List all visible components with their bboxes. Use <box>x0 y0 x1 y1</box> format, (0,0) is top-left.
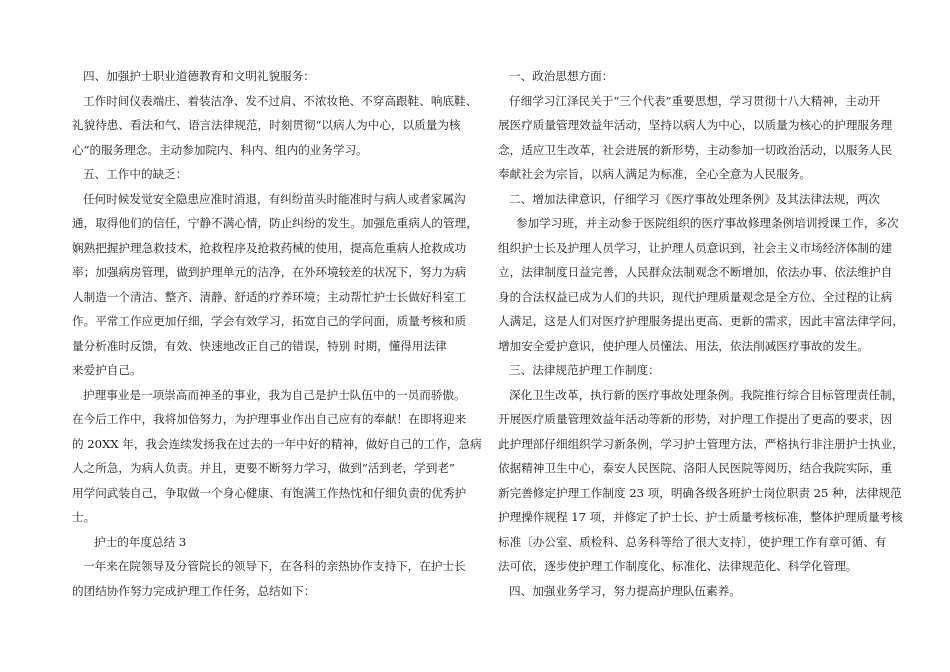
text-line: 娴熟把握护理急救技术，抢救程序及抢救药械的使用，提高危重病人抢救成功 <box>72 240 467 255</box>
text-line: 二、增加法律意识，仔细学习《医疗事故处理条例》及其法律法规，两次 <box>509 191 881 206</box>
text-line: 参加学习班，并主动参于医院组织的医疗事故修理条例培训授课工作，多次 <box>516 216 899 230</box>
section-heading: 护士的年度总结 3 <box>94 534 187 549</box>
text-line: 率；加强病房管理，做到护理单元的洁净，在外环境较差的状况下，努力为病 <box>72 265 467 279</box>
text-line: 四、加强护士职业道德教育和文明礼貌服务： <box>83 69 315 83</box>
text-line: 标准〔办公室、质检科、总务科等给了很大支持〕，使护理工作有章可循、有 <box>498 534 887 549</box>
text-line: 人制造一个清洁、整齐、清静、舒适的疗养环境；主动帮忙护士长做好科室工 <box>72 289 467 304</box>
text-line: 依据精神卫生中心，泰安人民医院、洛阳人民医院等阅历，结合我院实际，重 <box>498 461 893 475</box>
text-line: 人满足，这是人们对医疗护理服务提出更高、更新的需求，因此丰富法律学问， <box>498 314 904 328</box>
text-line: 在今后工作中，我将加倍努力，为护理事业作出自己应有的奉献！在即将迎来 <box>72 412 467 426</box>
text-line: 奉献社会为宗旨，以病人满足为标准，全心全意为人民服务。 <box>498 167 812 181</box>
text-line: 新完善修定护理工作制度 23 项，明确各级各班护士岗位职责 25 种，法律规范 <box>498 485 902 500</box>
text-line: 人之所急，为病人负责。并且，更要不断努力学习，做到“活到老，学到老” <box>72 461 455 475</box>
text-line: 组织护士长及护理人员学习，让护理人员意识到，社会主义市场经济体制的建 <box>498 240 893 255</box>
text-line: 士。 <box>72 510 96 524</box>
text-line: 任何时候发觉安全隐患应准时消退，有纠纷苗头时能准时与病人或者家属沟 <box>83 191 466 206</box>
text-line: 礼貌待患、看法和气、语言法律规范，时刻贯彻“以病人为中心，以质量为核 <box>72 118 461 132</box>
text-line: 一、政治思想方面： <box>509 69 614 83</box>
text-line: 深化卫生改革，执行新的医疗事故处理条例。我院推行综合目标管理责任制， <box>509 387 904 402</box>
text-line: 护理操作规程 17 项，并修定了护士长、护士质量考核标准，整体护理质量考核 <box>498 510 903 524</box>
text-line: 仔细学习江泽民关于“三个代表”重要思想，学习贯彻十八大精神，主动开 <box>509 93 881 108</box>
text-line: 身的合法权益已成为人们的共识，现代护理质量观念是全方位、全过程的让病 <box>498 289 893 304</box>
text-line: 此护理部仔细组织学习新条例，学习护士管理方法，严格执行非注册护士执业， <box>498 436 904 451</box>
text-line: 通，取得他们的信任，宁静不满心情，防止纠纷的发生。加强危重病人的管理， <box>72 216 478 230</box>
text-line: 的 20XX 年，我会连续发扬我在过去的一年中好的精神，做好自己的工作，急病 <box>72 436 482 451</box>
left-column <box>72 64 482 603</box>
text-line: 四、加强业务学习，努力提高护理队伍素养。 <box>509 583 741 598</box>
text-line: 三、法律规范护理工作制度： <box>509 363 660 377</box>
text-line: 开展医疗质量管理效益年活动等新的形势，对护理工作提出了更高的要求，因 <box>498 412 893 426</box>
text-line: 增加安全爱护意识，使护理人员懂法、用法，依法削减医疗事故的发生。 <box>498 338 870 353</box>
text-line: 一年来在院领导及分管院长的领导下，在各科的亲热协作支持下，在护士长 <box>83 559 466 573</box>
text-line: 展医疗质量管理效益年活动，坚持以病人为中心，以质量为核心的护理服务理 <box>498 118 893 132</box>
text-line: 心”的服务理念。主动参加院内、科内、组内的业务学习。 <box>72 142 368 157</box>
text-line: 法可依，逐步使护理工作制度化、标准化、法律规范化、科学化管理。 <box>498 559 858 573</box>
text-line: 用学问武装自己，争取做一个身心健康、有饱满工作热忱和仔细负责的优秀护 <box>72 485 467 500</box>
text-line: 的团结协作努力完成护理工作任务，总结如下： <box>72 583 316 598</box>
text-line: 作。平常工作应更加仔细，学会有效学习，拓宽自己的学问面，质量考核和质 <box>72 314 467 328</box>
text-line: 工作时间仪表端庄、着装洁净、发不过肩、不浓妆艳、不穿高跟鞋、响底鞋、 <box>83 93 478 108</box>
text-line: 护理事业是一项崇高而神圣的事业，我为自己是护士队伍中的一员而骄傲。 <box>83 387 466 402</box>
text-line: 念，适应卫生改革，社会进展的新形势，主动参加一切政治活动，以服务人民 <box>498 142 893 157</box>
text-line: 量分析准时反馈，有效、快速地改正自己的错误，特别 时期，懂得用法律 <box>72 338 447 353</box>
text-line: 五、工作中的缺乏： <box>83 167 188 181</box>
text-line: 来爱护自己。 <box>72 363 142 377</box>
text-line: 立，法律制度日益完善，人民群众法制观念不断增加，依法办事、依法维护自 <box>498 265 893 279</box>
right-column <box>498 64 904 603</box>
